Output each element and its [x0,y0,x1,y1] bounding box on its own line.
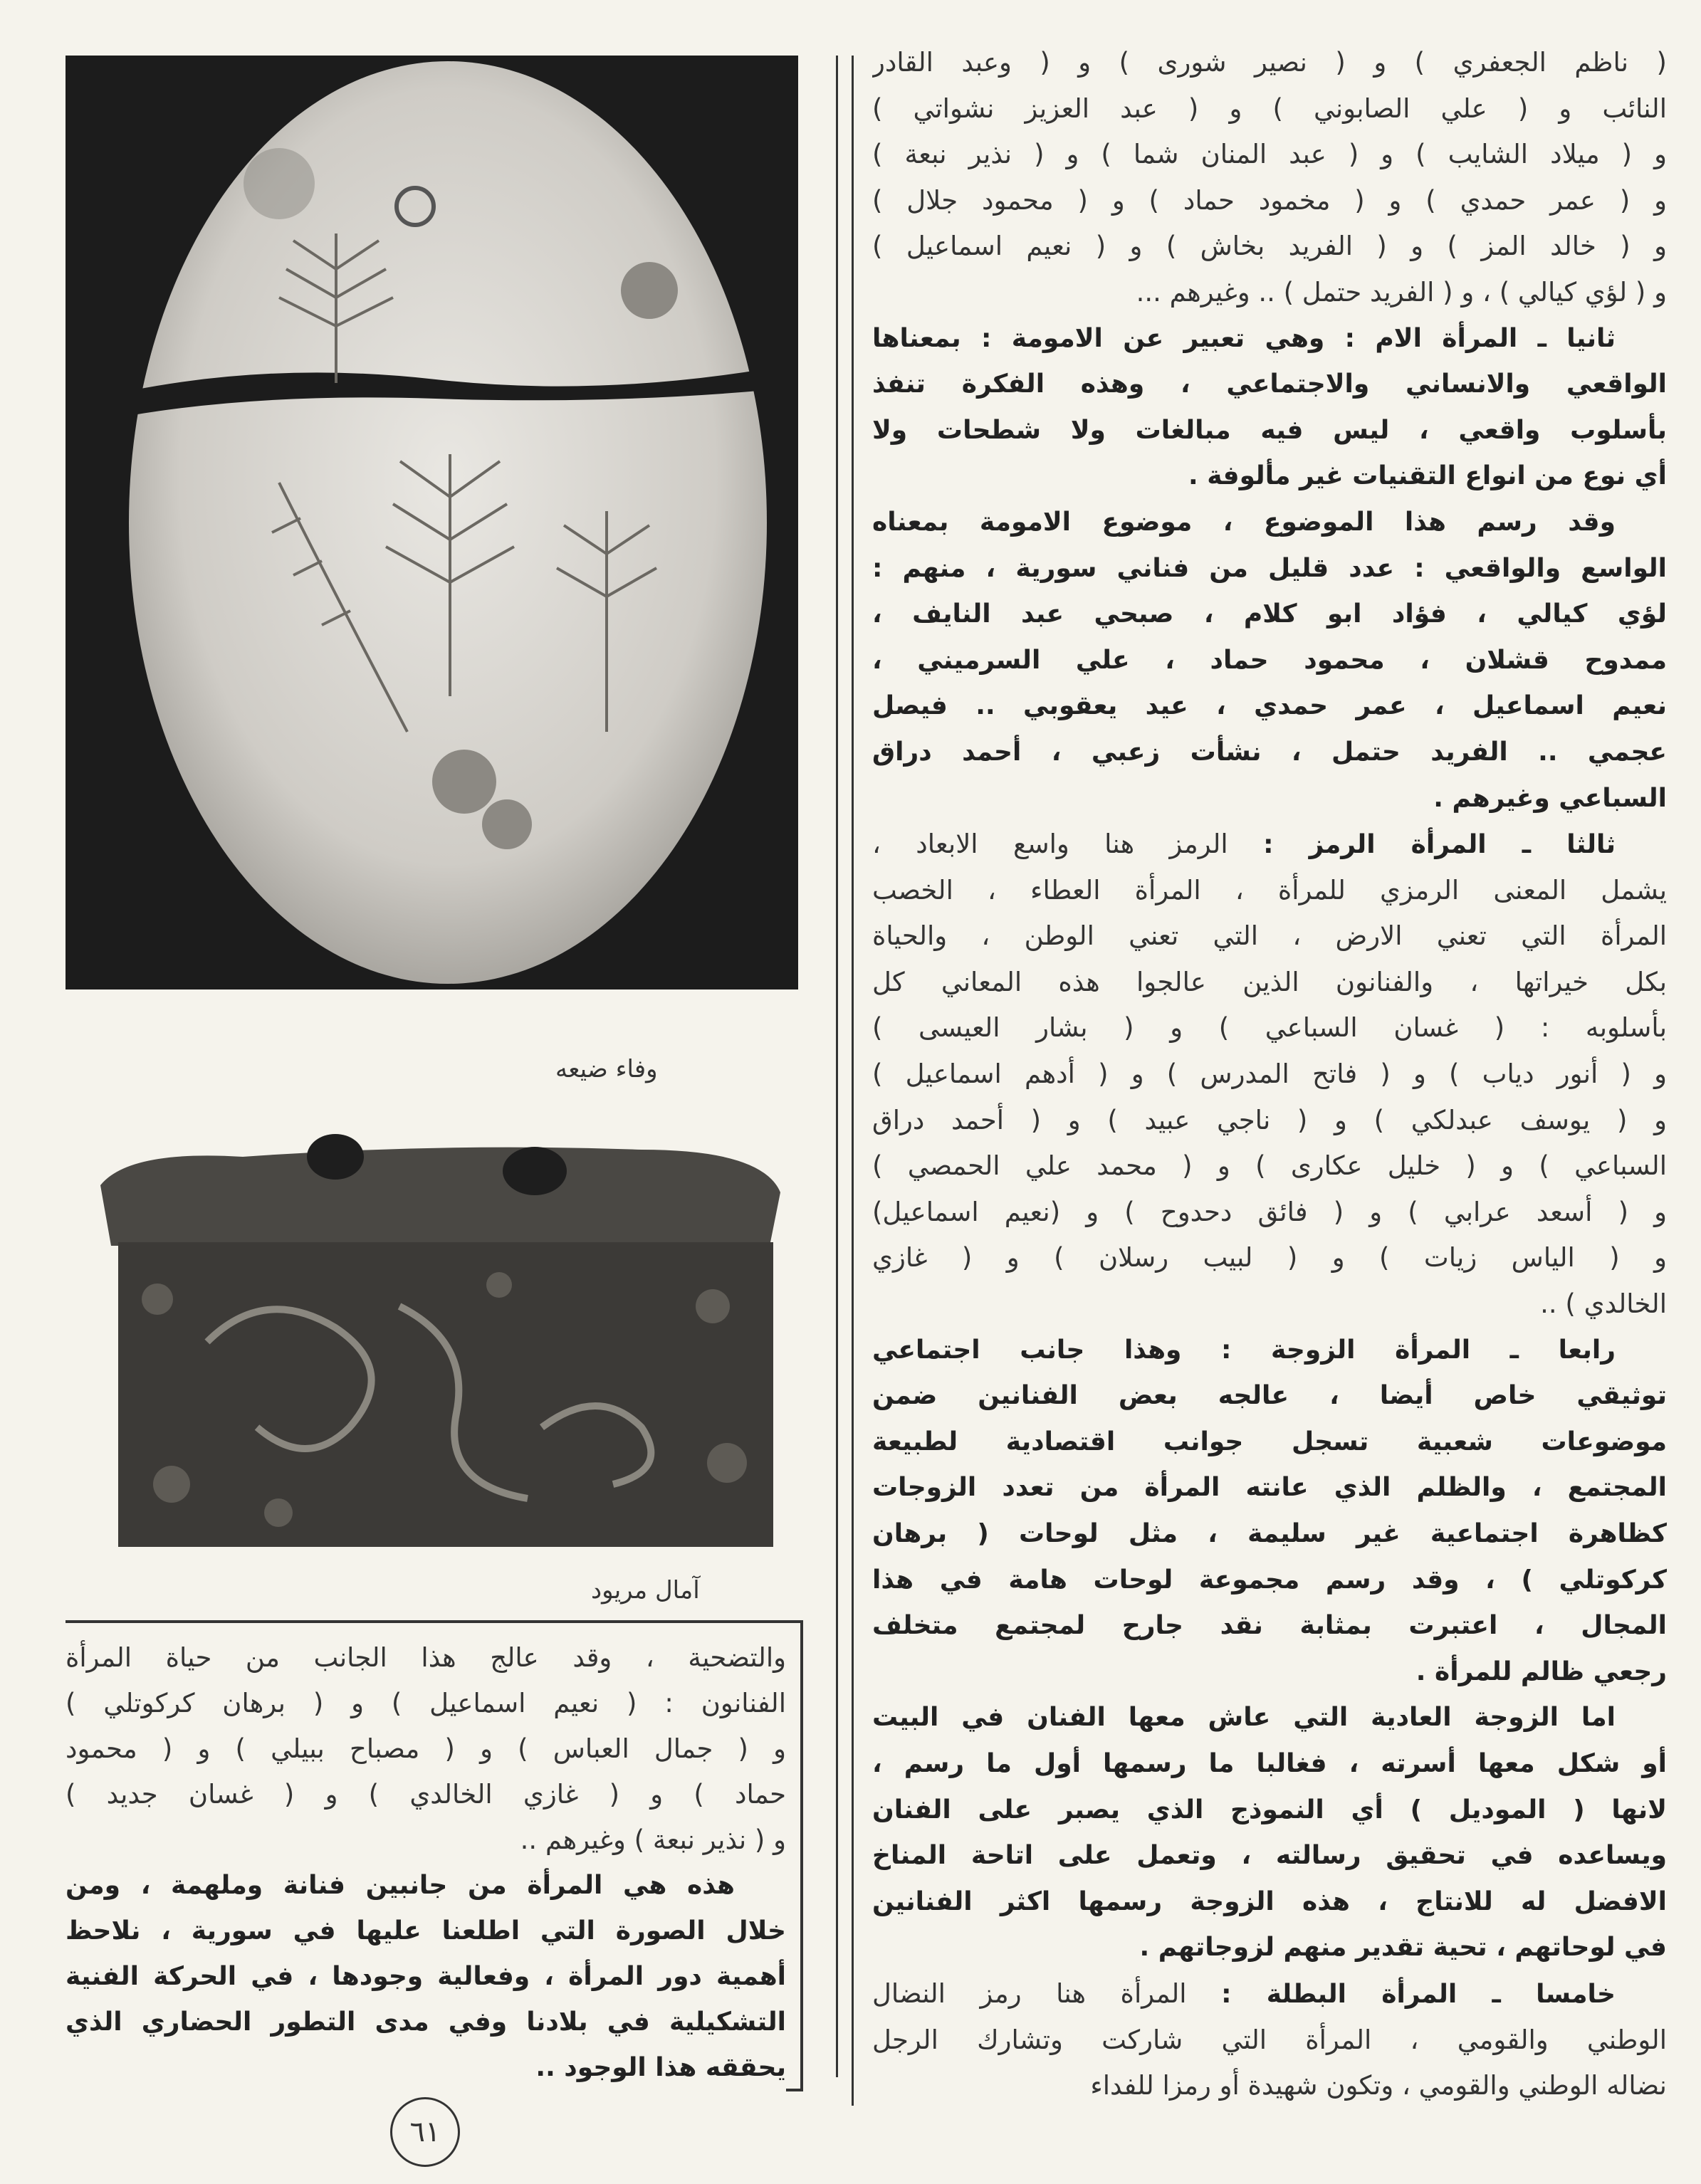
text-line [872,1879,1667,1926]
artwork-photo-clay-tablet [66,56,798,989]
line-text: الفنانون : ( نعيم اسماعيل ) و ( برهان كركوتلي ) [66,1688,786,1718]
text-line [872,1328,1667,1374]
text-line [66,1909,786,1954]
line-text: الواسع والواقعي : عدد قليل من فناني سورية ، منهم : [872,553,1667,583]
text-line [872,132,1667,178]
boxed-conclusion-text [66,1635,786,2091]
tablet-shape [129,61,767,984]
line-text: و ( جمال العباس ) و ( مصباح ببيلي ) و ( محمود [66,1733,786,1764]
text-line [872,821,1667,868]
line-text: ويساعده في تحقيق رسالته ، وتعمل على اتاحة المناخ [872,1841,1667,1871]
line-text: و ( نذير نبعة ) وغيرهم .. [520,1825,786,1855]
line-text: و ( يوسف عبدلكي ) و ( ناجي عبيد ) و ( أحمد دراق [872,1104,1667,1135]
line-text: وقد رسم هذا الموضوع ، موضوع الامومة بمعناه [872,507,1616,537]
text-line [872,178,1667,224]
line-text: ممدوح قشلان ، محمود حماد ، علي السرميني ، [872,645,1667,675]
line-text: المرأة هنا رمز النضال [872,1978,1187,2009]
text-line [872,546,1667,592]
text-line [872,362,1667,408]
text-line [872,500,1667,546]
page-number: ٦١ [390,2097,460,2167]
line-text: نعيم اسماعيل ، عمر حمدي ، عيد يعقوبي .. فيصل [872,691,1667,721]
line-text: و ( ميلاد الشايب ) و ( عبد المنان شما ) و ( نذير نبعة ) [872,139,1667,170]
text-line [872,1373,1667,1419]
photo-caption-1: وفاء ضيعه [555,1055,658,1083]
line-text: السباعي ) و ( خليل عكارى ) و ( محمد علي الحمصي ) [872,1150,1667,1182]
box-lid [100,1148,780,1246]
line-text: و ( خالد المز ) و ( الفريد بخاش ) و ( نعيم اسماعيل ) [872,231,1667,262]
line-text: موضوعات شعبية تسجل جوانب اقتصادية لطبيعة [872,1427,1667,1456]
line-text: عجمي .. الفريد حتمل ، نشأت زعبي ، أحمد دراق [872,737,1667,767]
line-text: ( ناظم الجعفري ) و ( نصير شورى ) و ( وعبد القادر [872,47,1667,78]
text-line [872,2017,1667,2064]
text-line [872,1603,1667,1649]
line-text: و ( الياس زيات ) و ( لبيب رسلان ) و ( غازي [872,1242,1667,1274]
text-line [872,86,1667,132]
text-line [872,224,1667,270]
line-text: النائب و ( علي الصابوني ) و ( عبد العزيز نشواتي ) [872,93,1667,124]
text-line [872,1971,1667,2017]
line-text: المجال ، اعتبرت بمثابة نقد جارح لمجتمع متخلف [872,1611,1667,1641]
text-line [872,638,1667,684]
text-line [66,1681,786,1726]
text-line [872,1235,1667,1281]
text-line [872,1190,1667,1236]
line-text: بأسلوب واقعي ، ليس فيه مبالغات ولا شطحات ولا [872,415,1667,445]
line-text: المجتمع ، والظلم الذي عانته المرأة من تعدد الزوجات [872,1473,1667,1503]
line-text: كظاهرة اجتماعية غير سليمة ، مثل لوحات ( برهان [872,1519,1667,1548]
text-line [872,453,1667,500]
line-text: والتضحية ، وقد عالج هذا الجانب من حياة المرأة [66,1642,786,1673]
text-line [872,408,1667,454]
text-line [872,776,1667,822]
line-text: كركوتلي ) ، وقد رسم مجموعة لوحات هامة في هذا [872,1565,1667,1595]
line-text: و ( عمر حمدي ) و ( مخمود حماد ) و ( محمود جلال ) [872,184,1667,216]
box-bottom-tick [786,2089,803,2091]
right-article-column [872,40,1667,2109]
artwork-photo-sculpted-box [100,1128,780,1548]
line-text: بكل خيراتها ، والفنانون الذين عالجوا هذه المعاني كل [872,966,1667,997]
line-text: اما الزوجة العادية التي عاش معها الفنان في البيت [872,1703,1616,1733]
text-line [872,913,1667,960]
line-text: و ( لؤي كيالي ) ، و ( الفريد حتمل ) .. وغيرهم ... [1136,276,1667,308]
text-line [66,1954,786,2000]
line-text: أي نوع من انواع التقنيات غير مألوفة . [1188,461,1667,491]
line-text: رجعي ظالم للمرأة . [1415,1657,1667,1686]
text-line [872,1511,1667,1558]
text-line [872,1833,1667,1879]
section-heading: ثالثا ـ المرأة الرمز : [1263,830,1616,860]
text-line [66,1726,786,1772]
text-line [872,730,1667,776]
text-line [872,1649,1667,1696]
text-line [872,1051,1667,1098]
text-line [872,868,1667,914]
line-text: السباعي وغيرهم . [1433,783,1667,813]
text-line [872,683,1667,730]
box-right-border [800,1620,803,2091]
column-divider-right [852,56,854,2106]
line-text: المرأة التي تعني الارض ، التي تعني الوطن ، والحياة [872,920,1667,952]
line-text: يحققه هذا الوجود .. [535,2053,786,2082]
text-line [66,2000,786,2045]
text-line [872,1281,1667,1328]
text-line [872,1787,1667,1834]
photo-caption-2: آمال مريود [591,1576,700,1605]
text-line [872,316,1667,362]
line-text: توثيقي خاص أيضا ، عالجه بعض الفنانين ضمن [872,1381,1667,1411]
text-line [872,592,1667,638]
text-line [872,960,1667,1006]
line-text: بأسلوبه : ( غسان السباعي ) و ( بشار العيسى ) [872,1012,1667,1044]
text-line [872,1098,1667,1144]
line-text: و ( أنور دياب ) و ( فاتح المدرس ) و ( أدهم اسماعيل ) [872,1059,1667,1090]
box-body [118,1242,773,1547]
text-line [872,40,1667,86]
text-line [872,1925,1667,1971]
text-line [872,1465,1667,1511]
text-line [872,1558,1667,1604]
line-text: ثانيا ـ المرأة الام : وهي تعبير عن الامومة : بمعناها [872,323,1616,353]
column-divider-left [836,56,838,2077]
line-text: أهمية دور المرأة ، وفعالية وجودها ، في الحركة الفنية [66,1962,786,1991]
line-text: هذه هي المرأة من جانبين فنانة وملهمة ، ومن [66,1871,735,1900]
section-heading: خامسا ـ المرأة البطلة : [1221,1979,1616,2009]
text-line [66,1772,786,1817]
text-line [872,1695,1667,1741]
line-text: الافضل له للانتاج ، هذه الزوجة رسمها اكثر الفنانين [872,1886,1667,1916]
line-text: رابعا ـ المرأة الزوجة : وهذا جانب اجتماعي [872,1335,1616,1365]
text-line [872,1741,1667,1787]
text-line [872,1005,1667,1051]
line-text: التشكيلية في بلادنا وفي مدى التطور الحضاري الذي [66,2007,786,2037]
text-line [872,2063,1667,2109]
lid-knob-right [503,1147,567,1195]
line-text: الواقعي والانساني والاجتماعي ، وهذه الفكرة تنفذ [872,369,1667,399]
text-line [872,1419,1667,1466]
line-text: الوطني والقومي ، المرأة التي شاركت وتشارك الرجل [872,2024,1667,2055]
text-line [66,1863,786,1909]
line-text: لؤي كيالي ، فؤاد ابو كلام ، صبحي عبد النايف ، [872,599,1667,629]
line-text: و ( أسعد عرابي ) و ( فائق دحدوح ) و (نعيم اسماعيل) [872,1196,1667,1227]
line-text: أو شكل معها أسرته ، فغالبا ما رسمها أول ما رسم ، [872,1748,1667,1778]
text-line [66,2045,786,2091]
box-top-border [66,1620,803,1623]
lid-knob-left [307,1134,364,1180]
line-text: خلال الصورة التي اطلعنا عليها في سورية ، نلاحظ [66,1916,786,1946]
line-text: حماد ) و ( غازي الخالدي ) و ( غسان جديد ) [66,1779,786,1810]
text-line [66,1635,786,1681]
line-text: لانها ( الموديل ) أي النموذج الذي يصبر على الفنان [872,1795,1667,1825]
line-text: الخالدي ) .. [1540,1288,1667,1320]
text-line [872,270,1667,316]
text-line [66,1817,786,1863]
line-text: نضاله الوطني والقومي ، وتكون شهيدة أو رمزا للفداء [1090,2070,1667,2101]
line-text: الرمز هنا واسع الابعاد ، [872,829,1228,860]
text-line [872,1143,1667,1190]
line-text: يشمل المعنى الرمزي للمرأة ، المرأة العطاء ، الخصب [872,874,1667,905]
line-text: في لوحاتهم ، تحية تقدير منهم لزوجاتهم . [1139,1933,1667,1963]
